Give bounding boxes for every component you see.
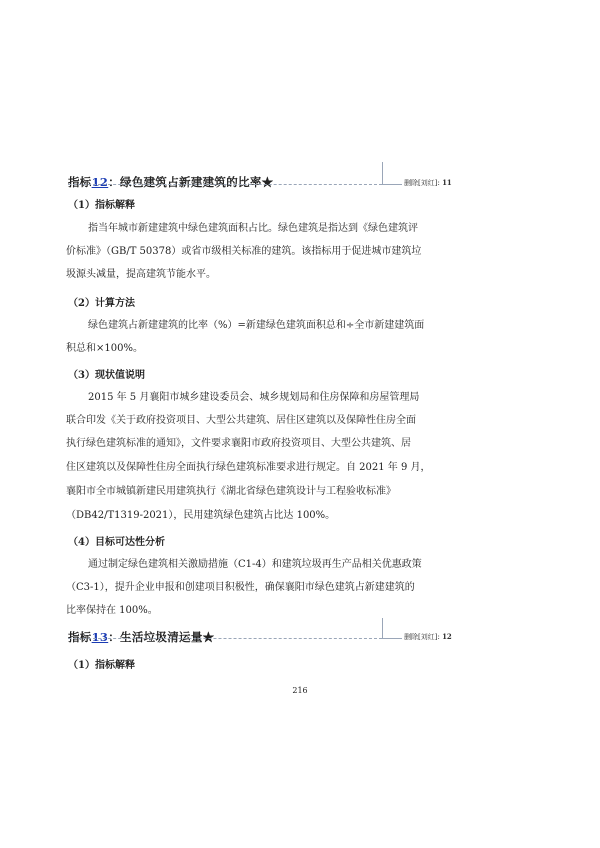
revision-connector-tick bbox=[382, 162, 383, 184]
revision-comment-11[interactable] bbox=[404, 178, 452, 188]
revision-number: 11 bbox=[442, 178, 452, 187]
revision-connector-tick bbox=[382, 618, 383, 638]
indicator-12-title: ：绿色建筑占新建建筑的比率★ bbox=[108, 175, 274, 189]
revision-connector-line bbox=[382, 184, 402, 185]
indicator-12-heading bbox=[68, 174, 273, 190]
indicator-12-number-link[interactable]: 12 bbox=[91, 175, 109, 189]
revision-number: 12 bbox=[442, 632, 452, 641]
indicator-13-number-link[interactable]: 13 bbox=[91, 630, 109, 644]
paragraph-line: 住区建筑以及保障性住房全面执行绿色建筑标准要求进行规定。自 2021 年 9 月， bbox=[66, 462, 431, 473]
paragraph-line: 联合印发《关于政府投资项目、大型公共建筑、居住区建筑以及保障性住房全面 bbox=[66, 415, 416, 426]
paragraph-line: 指当年城市新建建筑中绿色建筑面积占比。绿色建筑是指达到《绿色建筑评 bbox=[88, 223, 418, 234]
section-heading: （4）目标可达性分析 bbox=[68, 537, 165, 548]
indicator-13-title: ：生活垃圾清运量★ bbox=[108, 630, 215, 644]
paragraph-line: （C3-1），提升企业申报和创建项目积极性，确保襄阳市绿色建筑占新建建筑的 bbox=[66, 582, 415, 593]
paragraph-line: 通过制定绿色建筑相关激励措施（C1-4）和建筑垃圾再生产品相关优惠政策 bbox=[88, 559, 422, 570]
paragraph-line: 积总和×100%。 bbox=[66, 343, 143, 354]
paragraph-line: 比率保持在 100%。 bbox=[66, 605, 158, 616]
revision-comment-12[interactable] bbox=[404, 632, 452, 642]
revision-label: 删除[刘红]: bbox=[404, 633, 440, 641]
section-heading: （2）计算方法 bbox=[68, 298, 135, 309]
paragraph-line: 2015 年 5 月襄阳市城乡建设委员会、城乡规划局和住房保障和房屋管理局 bbox=[88, 392, 420, 403]
paragraph-line: 圾源头减量，提高建筑节能水平。 bbox=[66, 269, 216, 280]
paragraph-line: （DB42/T1319-2021），民用建筑绿色建筑占比达 100%。 bbox=[66, 510, 336, 521]
section-heading: （1）指标解释 bbox=[68, 200, 135, 211]
section-heading: （1）指标解释 bbox=[68, 660, 135, 671]
indicator-12-prefix: 指标 bbox=[68, 175, 92, 189]
indicator-13-heading bbox=[68, 629, 214, 645]
paragraph-line: 绿色建筑占新建建筑的比率（%）=新建绿色建筑面积总和÷全市新建建筑面 bbox=[88, 320, 425, 331]
revision-connector-line bbox=[68, 638, 382, 639]
revision-connector-line bbox=[382, 638, 402, 639]
page-number: 216 bbox=[292, 686, 308, 695]
revision-label: 删除[刘红]: bbox=[404, 179, 440, 187]
indicator-13-prefix: 指标 bbox=[68, 630, 92, 644]
paragraph-line: 执行绿色建筑标准的通知》，文件要求襄阳市政府投资项目、大型公共建筑、居 bbox=[66, 438, 411, 449]
revision-connector-line bbox=[68, 184, 382, 185]
paragraph-line: 襄阳市全市城镇新建民用建筑执行《湖北省绿色建筑设计与工程验收标准》 bbox=[66, 486, 396, 497]
paragraph-line: 价标准》（GB/T 50378）或省市级相关标准的建筑。该指标用于促进城市建筑垃 bbox=[66, 246, 422, 257]
section-heading: （3）现状值说明 bbox=[68, 370, 145, 381]
